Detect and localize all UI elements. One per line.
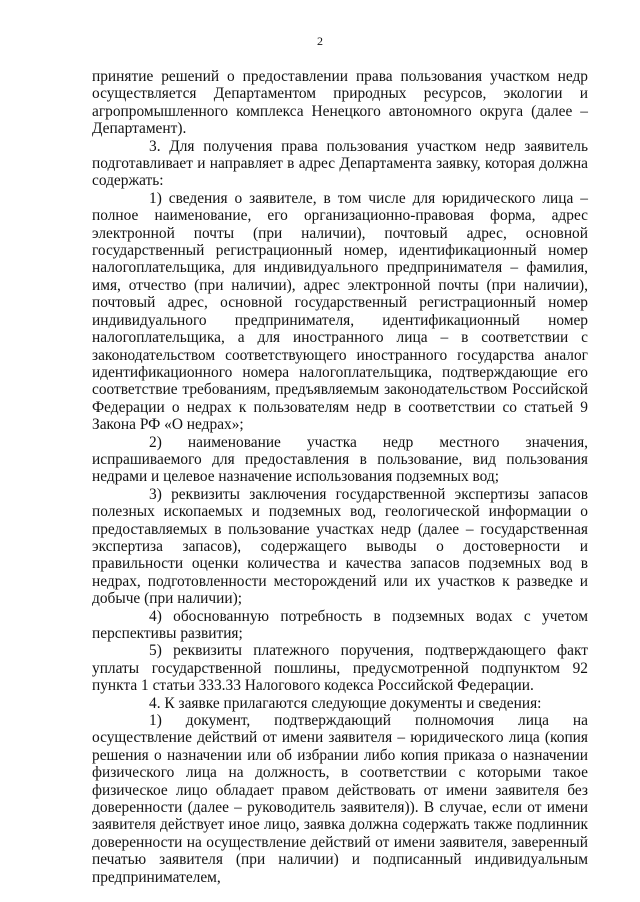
paragraph-department-intro: принятие решений о предоставлении права пользования участком недр осуществляется Департаментом природных ресурсов, экологии и агропромышленного комплекса Ненецкого автономного округа (далее – Департамент). <box>92 68 588 138</box>
paragraph-subitem-3-2: 2) наименование участка недр местного значения, испрашиваемого для предоставления в пользование, вид пользования недрами и целевое назначение использования подземных вод; <box>92 433 588 486</box>
paragraph-subitem-3-4: 4) обоснованную потребность в подземных водах с учетом перспективы развития; <box>92 607 588 642</box>
document-body <box>92 68 588 886</box>
paragraph-subitem-3-3: 3) реквизиты заключения государственной экспертизы запасов полезных ископаемых и подземных вод, геологической информации о предоставляемых в пользование участках недр (далее – государственная экспертиза запасов), содержащего выводы о достоверности и правильности оценки количества и качества запасов подземных вод в недрах, подготовленности месторождений или их участков к разведке и добыче (при наличии); <box>92 485 588 608</box>
page-number: 2 <box>317 34 323 48</box>
paragraph-item-3: 3. Для получения права пользования участком недр заявитель подготавливает и направляет в адрес Департамента заявку, которая должна содержать: <box>92 137 588 190</box>
paragraph-subitem-4-1: 1) документ, подтверждающий полномочия лица на осуществление действий от имени заявителя – юридического лица (копия решения о назначении или об избрании либо копия приказа о назначении физического лица на должность, в соответствии с которыми такое физическое лицо обладает правом действовать от имени заявителя без доверенности (далее – руководитель заявителя)). В случае, если от имени заявителя действует иное лицо, заявка должна содержать также подлинник доверенности на осуществление действий от имени заявителя, заверенный печатью заявителя (при наличии) и подписанный индивидуальным предпринимателем, <box>92 712 588 886</box>
paragraph-item-4: 4. К заявке прилагаются следующие документы и сведения: <box>149 694 542 712</box>
paragraph-subitem-3-5: 5) реквизиты платежного поручения, подтверждающего факт уплаты государственной пошлины, предусмотренной подпунктом 92 пункта 1 статьи 333.33 Налогового кодекса Российской Федерации. <box>92 642 588 695</box>
paragraph-subitem-3-1: 1) сведения о заявителе, в том числе для юридического лица – полное наименование, его организационно-правовая форма, адрес электронной почты (при наличии), почтовый адрес, основной государственный регистрационный номер, идентификационный номер налогоплательщика, для индивидуального предпринимателя – фамилия, имя, отчество (при наличии), адрес электронной почты (при наличии), почтовый адрес, основной государственный регистрационный номер индивидуального предпринимателя, идентификационный номер налогоплательщика, а для иностранного лица – в соответствии с законодательством соответствующего иностранного государства аналог идентификационного номера налогоплательщика, подтверждающие его соответствие требованиям, предъявляемым законодательством Российской Федерации о недрах к пользователям недр в соответствии со статьей 9 Закона РФ «О недрах»; <box>92 189 588 434</box>
